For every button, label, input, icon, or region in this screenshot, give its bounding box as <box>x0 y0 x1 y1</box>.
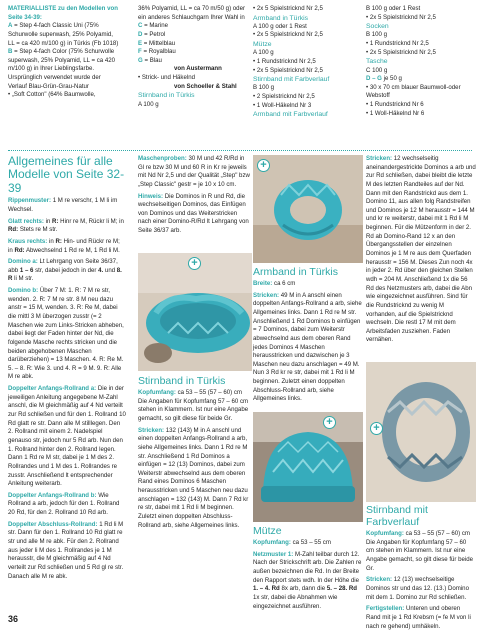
stirnband-tuerkis-instructions: Stirnband in Türkis Kopfumfang: ca 53 – 55 (57 – 60) cm Die Angaben für Kopfumfang 57 – 60 cm stehen in Klammern. Ist nur eine Angabe gemacht, so gilt diese für beide Gr. Stricken: 132 (143) M in A anschl und einen doppelten Anfangs-Rollrand a arb, siehe Allgemeines links. Dann 1 Rd re M str. Anschließend 1 Rd Dominos a einfügen = 12 (13) Dominos, dabei zum Weiterstr abwechselnd aus dem oberen Rand eines Dominos 6 Maschen herausstricken und 5 Maschen neu dazu anschlagen = 132 (143) M. Dann 7 Rd kr re str, dabei mit 1 Rd li M beginnen. Zuletzt einen doppelten Abschluss-Rollrand arb, siehe Allgemeines links. <box>138 375 252 533</box>
general-title: Allgemeines für alle Modelle von Seite 32-39 <box>8 154 125 195</box>
muetze-instructions: Mütze Kopfumfang: ca 53 – 55 cm Netzmuster 1: M-Zahl teilbar durch 12. Nach der Strickschrift arb. Die Zahlen re außen bezeichnen die Rd. In der Breite den Rapport stets wdh. In der Höhe die 1. – 4. Rd 8x arb, dann die 5. – 28. Rd 1x str, dabei die Abnahmen wie eingezeichnet ausführen. <box>253 525 362 610</box>
materials-column-2: 36% Polyamid, LL = ca 70 m/50 g) oder ein anderes Schlauchgarn Ihrer Wahl in C = Marine D = Petrol E = Mittelblau F = Royalblau G = Blau von Austermann • Strick- und Häkelnd von Schoeller & Stahl Stirnband in Türkis A 100 g <box>138 5 252 109</box>
photo-muetze <box>253 412 363 522</box>
stirnband-column: Maschenproben: 30 M und 42 R/Rd in Gl re bzw 30 M und 60 R in Kr re jeweils mit Nd Nr 2,5 und der Qualität „Step" bzw „Step Classic" gestr = je 10 x 10 cm. Hinweis: Die Dominos in R und Rd, die wechselseitigen Dominos, das Einfügen von Dominos und das Weiterstricken nach einer Domino-R/Rd lt Lehrgang von Seite 36/37 arb. <box>138 155 250 235</box>
stirnband-farbverlauf-title: Stirnband mit Farbverlauf <box>366 504 428 529</box>
knitted-armband-illustration <box>253 155 363 263</box>
photo-stirnband-farbverlauf <box>366 362 476 502</box>
stirnband-tuerkis-materials-heading: Stirnband in Türkis <box>138 92 195 100</box>
page-number: 36 <box>8 614 19 624</box>
knitted-headband-illustration <box>138 253 252 371</box>
muetze-continued-column: Stricken: 12 wechselseitig aneinandergestrickte Dominos a arb und zur Rd schließen, dabei bleibt die letzte M des letzten Randteiles auf der Nd. Dann mit den Randstrickd aus dem 1. Domino 11, aus allen folg Randstreifen und Dominos je 12 M herausstr = 144 M und kr re weiterstr, dabei mit 1 Rd li M beginnen. Für die Mützenform in der 2. Rd ab Domino-Rand 12 x an den Übergangsstellen der einzelnen Dominos je 1 M re aus dem Querfaden herausstr = 156 M. Dieses Zun noch 4x in jeder 2. Rd über den gleichen Stellen wdh = 204 M. Anschließend 1x die 56 Rd des Netzmusters arb, dabei die Abn wie eingezeichnet ausführen. Sind für die Rundstricknd zu wenig M vorhanden, auf die Spielstricknd wechseln. Die restl 17 M mit dem Arbeitsfaden zusziehen. Faden vernähen. <box>366 155 476 344</box>
plus-icon: + <box>370 422 383 435</box>
materials-title: MATERIALLISTE zu den Modellen von Seite 34-39: <box>8 5 118 21</box>
colorway-headband-illustration <box>366 362 476 502</box>
plus-icon: + <box>188 257 201 270</box>
armband-tuerkis-title: Armband in Türkis <box>253 266 339 278</box>
stirnband-farbverlauf-instructions: Stirnband mit Farbverlauf Kopfumfang: ca 53 – 55 (57 – 60) cm Die Angaben für Kopfumfang 57 – 60 cm stehen im Klammern. Ist nur eine Angabe gemacht, so gilt diese für beide Gr. Stricken: 12 (13) wechselseitige Dominos str und das 12. (13.) Domino mit dem 1. Domino zur Rd schließen. Fertigstellen: Unteren und oberen Rand mit je 1 Rd Krebsm (= fe M von li nach re gehend) umhäkeln. <box>366 504 476 634</box>
materials-column-4: B 100 g oder 1 Rest • 2x 5 Spielstricknd Nr 2,5 Socken B 100 g • 1 Rundstricknd Nr 2,5 • 2x 5 Spielstricknd Nr 2,5 Tasche C 100 g D – G je 50 g • 30 x 70 cm blauer Baumwoll-oder Webstoff • 1 Rundstricknd Nr 6 • 1 Woll-Häkelnd Nr 6 <box>366 5 461 117</box>
materials-column-3: • 2x 5 Spielstricknd Nr 2,5 Armband in Türkis A 100 g oder 1 Rest • 2x 5 Spielstricknd Nr 2,5 Mütze A 100 g • 1 Rundstricknd Nr 2,5 • 2x 5 Spielstricknd Nr 2,5 Stirnband mit Farbverlauf B 100 g • 2 Spielstricknd Nr 2,5 • 1 Woll-Häkelnd Nr 3 Armband mit Farbverlauf <box>253 5 330 119</box>
armband-tuerkis-instructions: Armband in Türkis Breite: ca 6 cm Stricken: 49 M in A anschl einen doppelten Anfangs-Rollrand a arb, siehe Allgemeines links. Dann 1 Rd re M str. Anschließend 1 Rd Dominos b einfügen = 7 Dominos, dabei zum Weiterstr abwechselnd aus dem oberen Rand jedes Dominos 4 Maschen herausstricken und dazwischen je 3 Maschen neu dazu anschlagen = 49 M. Nun 3 Rd kr re str, dabei mit 1 Rd li M beginnen. Zuletzt einen doppelten Abschluss-Rollrand arb, siehe Allgemeines links. <box>253 266 362 403</box>
photo-armband-tuerkis <box>253 155 363 263</box>
stirnband-tuerkis-title: Stirnband in Türkis <box>138 375 226 387</box>
photo-stirnband-tuerkis <box>138 253 252 371</box>
plus-icon: + <box>257 159 270 172</box>
knitted-hat-illustration <box>253 412 363 522</box>
plus-icon: + <box>323 416 336 429</box>
materials-column-1: MATERIALLISTE zu den Modellen von Seite 34-39: A = Step 4-fach Classic Uni (75% Schurwolle superwash, 25% Polyamid, LL = ca 420 m/100 g) in Türkis (Fb 1018) B = Step 4-fach Color (75% Schurwolle superwash, 25% Polyamid, LL = ca 420 m/100 g) in Ihrer Lieblingsfarbe. Ursprünglich verwendet wurde der Verlauf Blau-Grün-Grau-Natur • „Soft Cotton" (64% Baumwolle, <box>8 5 119 99</box>
muetze-title: Mütze <box>253 525 282 537</box>
section-divider <box>8 150 472 151</box>
general-instructions-column: Allgemeines für alle Modelle von Seite 32-39 Rippenmuster: 1 M re verschr, 1 M li im Wechsel. Glatt rechts: in R: Hinr re M, Rückr li M; in Rd: Stets re M str. Kraus rechts: in R: Hin- und Rückr re M; in Rd: Abwechselnd 1 Rd re M, 1 Rd li M. Domino a: Lt Lehrgang von Seite 36/37, abb 1 – 6 str, dabei jedoch in der 4. und 8. R li M str. Domino b: Über 7 M: 1. R: 7 M re str, wenden. 2. R: 7 M re str. 8 M neu dazu anstr = 15 M, wenden. 3. R: Re M, dabei die mittl 3 M überzogen zusstr (= 2 Maschen wie zum Links-Stricken abheben, dabei liegt der Faden hinter der Nd, die folgende Masche rechts stricken und die beiden abgehobenen Maschen darüberziehen) = 13 Maschen. 4. R: Re M. 5. – 8. R: Wie 3. und 4. R = 9 M. 9. R: Alle M re abk. Doppelter Anfangs-Rollrand a: Die in der jeweiligen Anleitung angegebene M-Zahl anschl, die M gleichmäßig auf 4 Nd verteilt zur Rd schließen und für den 1. Rollrand 10 Rd glatt re str. Dann alle M stilllegen. Den 2. Rollrand mit einem 2. Nadelspiel genauso str, jedoch nur 5 Rd arb. Nun den 1. Rollrand hinter den 2. Rollrand legen. Dann 1 Rd re M str, dabei je 1 M des 2. Rollrandes und 1 M des 1. Rollrandes re zusstr. Anschließend lt entsprechender Anleitung weiterarb. Doppelter Anfangs-Rollrand b: Wie Rollrand a arb, jedoch für den 1. Rollrand 20 Rd, für den 2. Rollrand 10 Rd arb. Doppelter Abschluss-Rollrand: 1 Rd li M str. Dann für den 1. Rollrand 10 Rd glatt re str und alle M re abk. Für den 2. Rollrand aus jeder li M des 1. Rollrandes je 1 M herausstr, die M gleichmäßig auf 4 Nd verteilt zur Rd schließen und 5 Rd gl re str. Danach alle M re abk. <box>8 154 126 580</box>
